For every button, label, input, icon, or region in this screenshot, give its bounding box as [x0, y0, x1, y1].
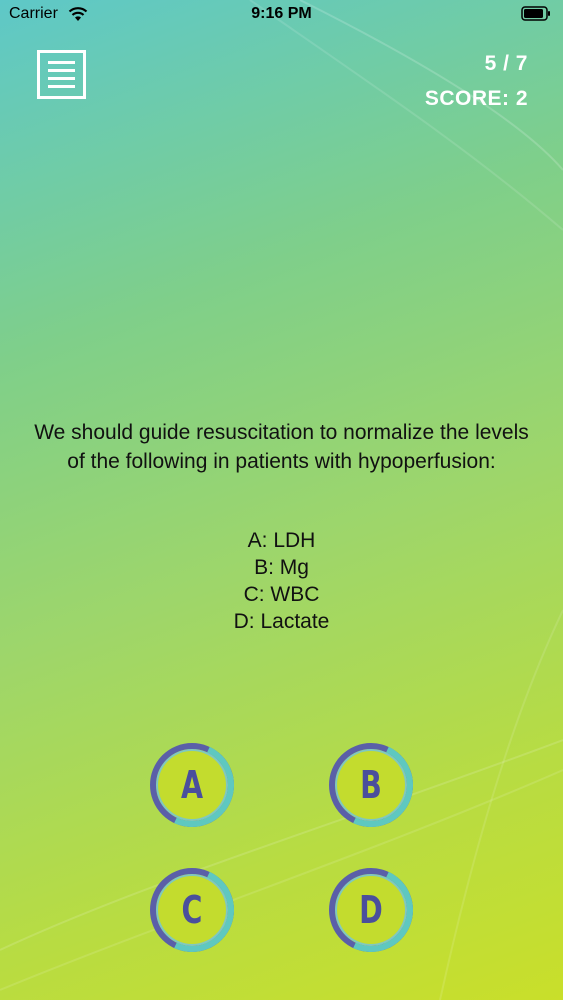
answer-b-button[interactable] [329, 743, 413, 827]
answer-c-label: C [181, 888, 203, 932]
hamburger-menu-icon[interactable] [37, 50, 86, 99]
menu-line [48, 69, 75, 72]
option-b: B: Mg [254, 556, 309, 579]
option-c: C: WBC [243, 583, 320, 606]
answer-d-button[interactable] [329, 868, 413, 952]
answer-a-label: A [180, 763, 204, 807]
answer-b-label: B [360, 763, 382, 807]
options-list [30, 527, 533, 635]
answer-d-label: D [359, 888, 383, 932]
menu-line [48, 61, 75, 64]
status-bar [0, 0, 563, 30]
carrier-label: Carrier [9, 5, 58, 22]
question-text: We should guide resuscitation to normalize the levels of the following in patients with hypoperfusion: [34, 421, 529, 473]
option-d: D: Lactate [233, 610, 330, 633]
clock-time: 9:16 PM [251, 5, 312, 22]
answer-c-button[interactable] [150, 868, 234, 952]
score-label: SCORE: 2 [424, 87, 528, 110]
option-a: A: LDH [247, 529, 316, 552]
menu-line [48, 85, 75, 88]
question-progress: 5 / 7 [484, 52, 528, 75]
battery-icon [521, 6, 551, 26]
menu-line [48, 77, 75, 80]
answer-a-button[interactable] [150, 743, 234, 827]
